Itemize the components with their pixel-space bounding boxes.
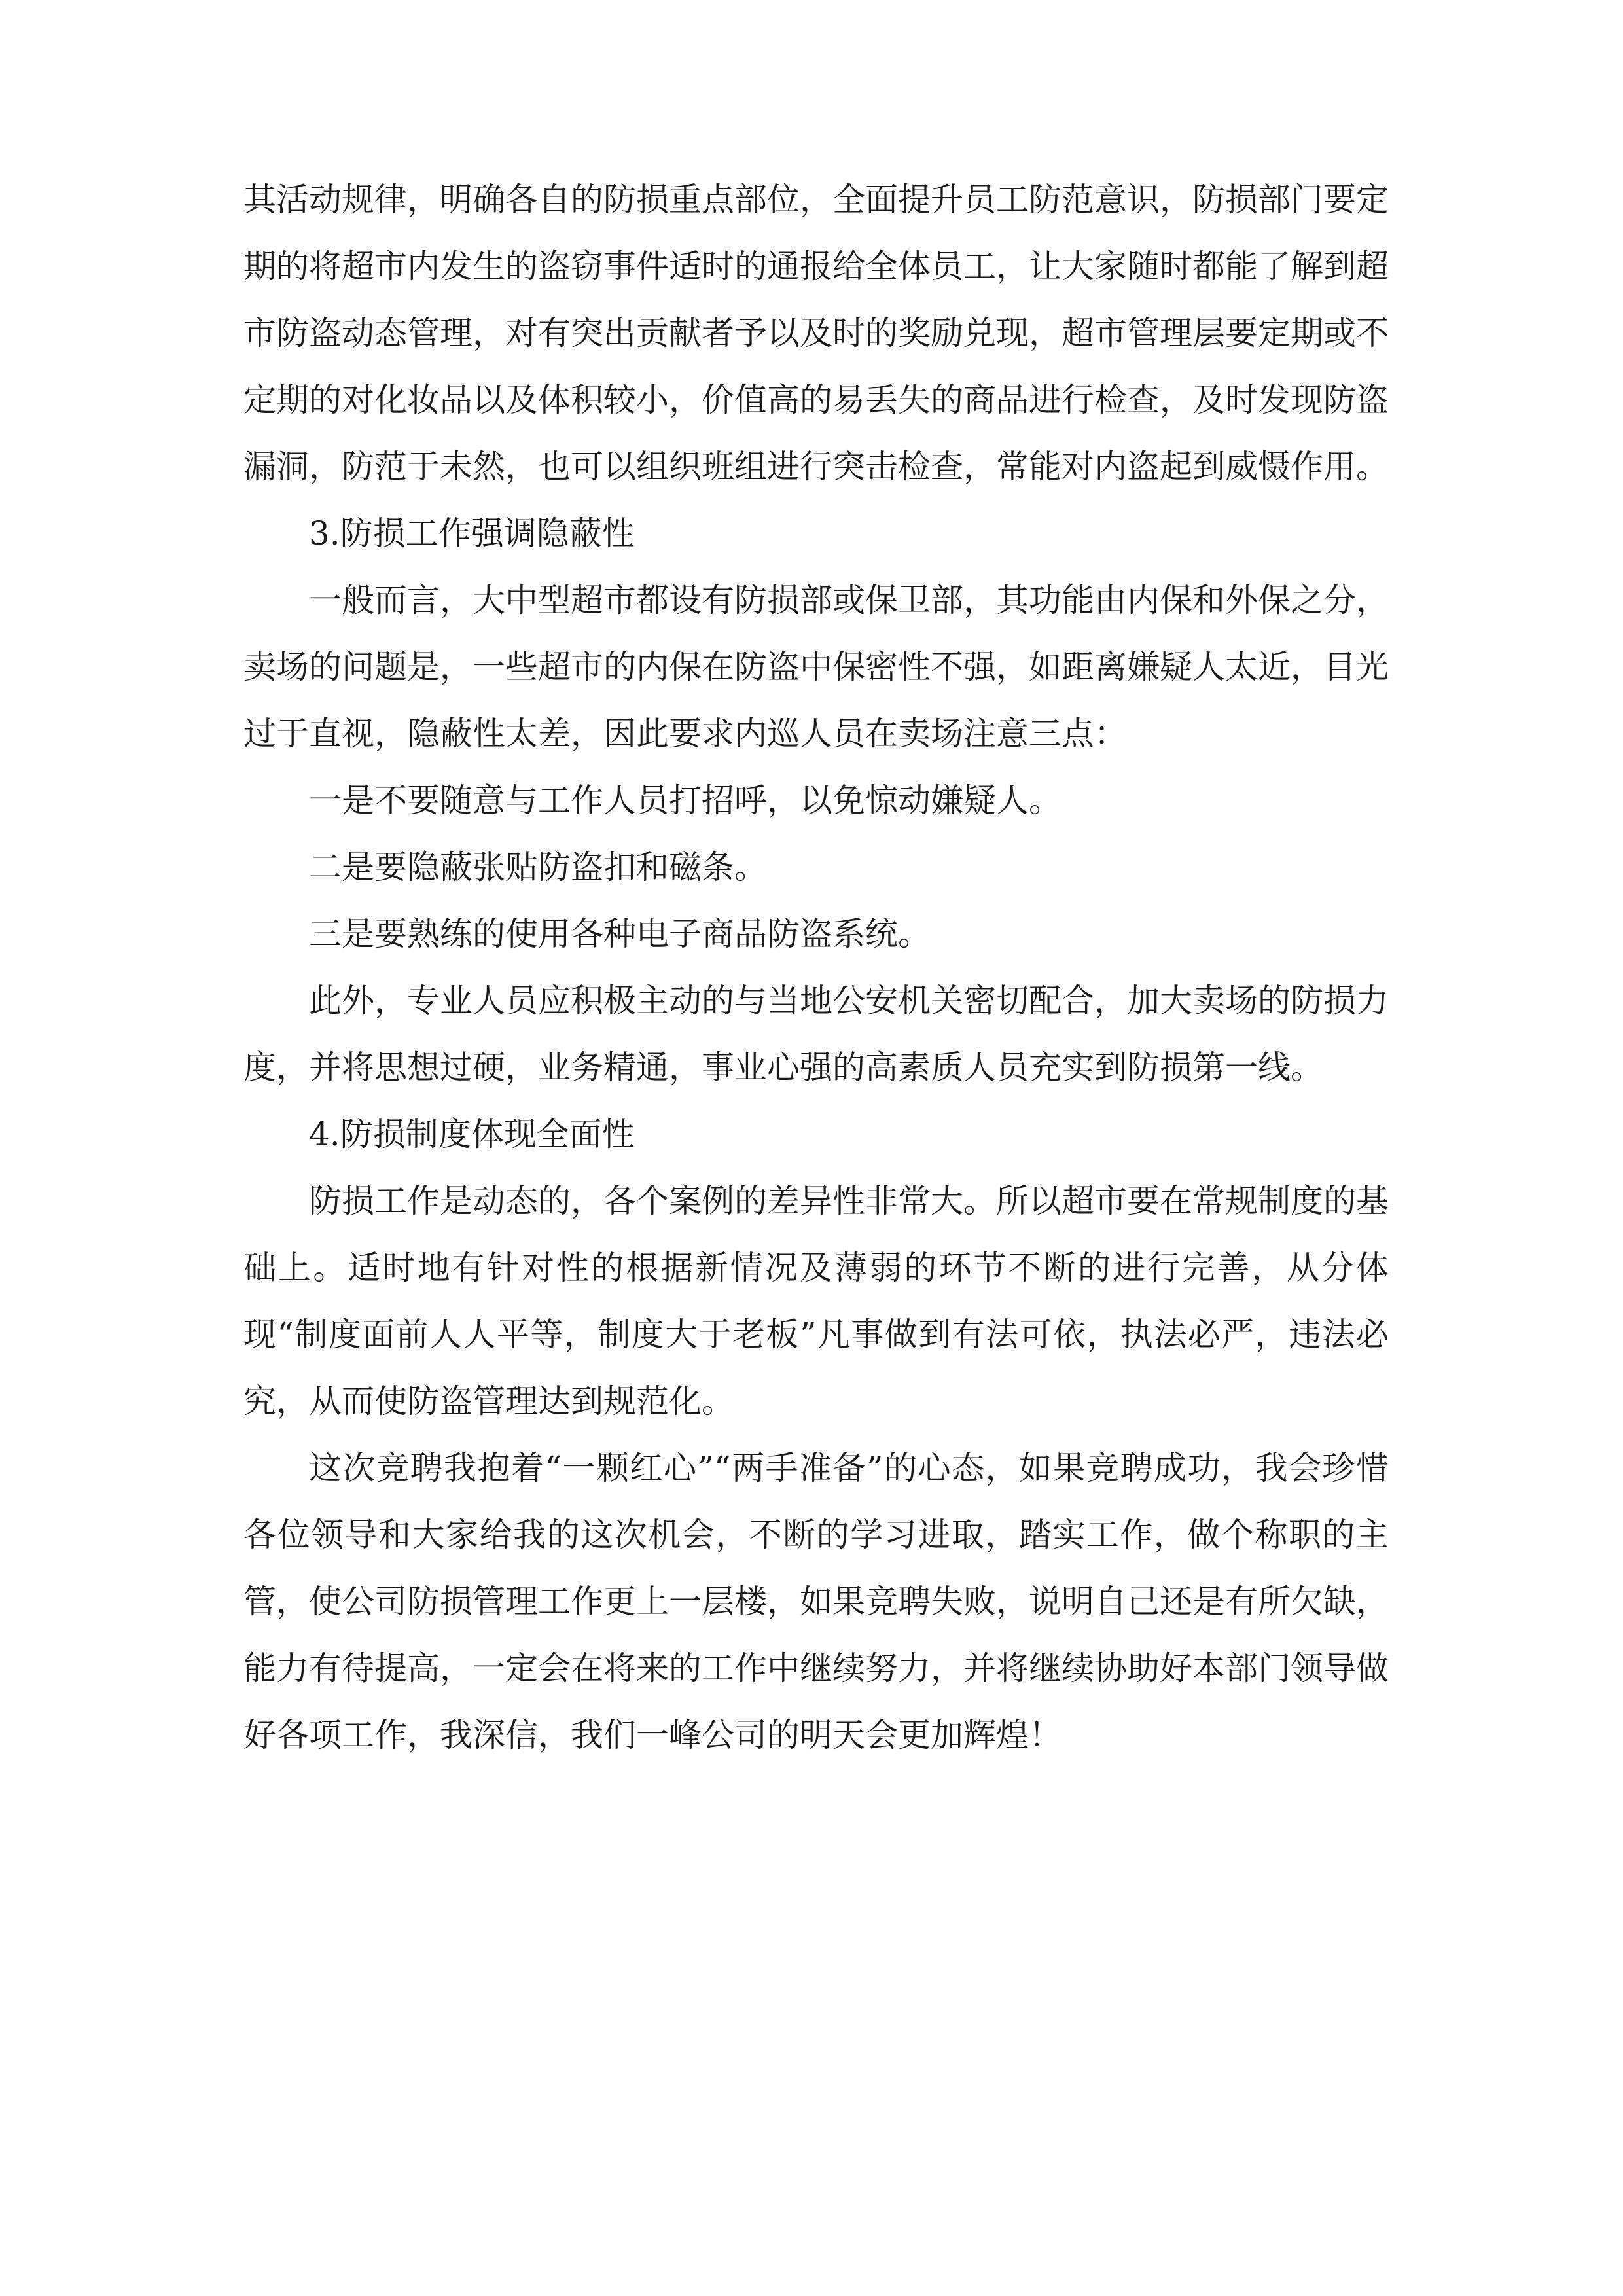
paragraph-police-cooperation: 此外，专业人员应积极主动的与当地公安机关密切配合，加大卖场的防损力度，并将思想过硬，业务精通，事业心强的高素质人员充实到防损第一线。	[243, 982, 1389, 1086]
section-heading-4: 4.防损制度体现全面性	[309, 1115, 635, 1153]
document-body	[243, 166, 1389, 1768]
point-two: 二是要隐蔽张贴防盗扣和磁条。	[309, 848, 767, 886]
section-heading-3: 3.防损工作强调隐蔽性	[309, 514, 635, 552]
paragraph-continuation: 其活动规律，明确各自的防损重点部位，全面提升员工防范意识，防损部门要定期的将超市内发生的盗窃事件适时的通报给全体员工，让大家随时都能了解到超市防盗动态管理，对有突出贡献者予以及时的奖励兑现，超市管理层要定期或不定期的对化妆品以及体积较小，价值高的易丢失的商品进行检查，及时发现防盗漏洞，防范于未然，也可以组织班组进行突击检查，常能对内盗起到威慑作用。	[243, 181, 1389, 486]
point-one: 一是不要随意与工作人员打招呼，以免惊动嫌疑人。	[309, 781, 1061, 819]
paragraph-concealment: 一般而言，大中型超市都设有防损部或保卫部，其功能由内保和外保之分，卖场的问题是，一些超市的内保在防盗中保密性不强，如距离嫌疑人太近，目光过于直视，隐蔽性太差，因此要求内巡人员在卖场注意三点：	[243, 581, 1389, 753]
paragraph-conclusion: 这次竞聘我抱着“一颗红心”“两手准备”的心态，如果竞聘成功，我会珍惜各位领导和大家给我的这次机会，不断的学习进取，踏实工作，做个称职的主管，使公司防损管理工作更上一层楼，如果竞聘失败，说明自己还是有所欠缺，能力有待提高，一定会在将来的工作中继续努力，并将继续协助好本部门领导做好各项工作，我深信，我们一峰公司的明天会更加辉煌！	[243, 1449, 1389, 1754]
point-three: 三是要熟练的使用各种电子商品防盗系统。	[309, 915, 931, 953]
paragraph-system: 防损工作是动态的，各个案例的差异性非常大。所以超市要在常规制度的基础上。适时地有针对性的根据新情况及薄弱的环节不断的进行完善，从分体现“制度面前人人平等，制度大于老板”凡事做到有法可依，执法必严，违法必究，从而使防盗管理达到规范化。	[243, 1182, 1389, 1420]
